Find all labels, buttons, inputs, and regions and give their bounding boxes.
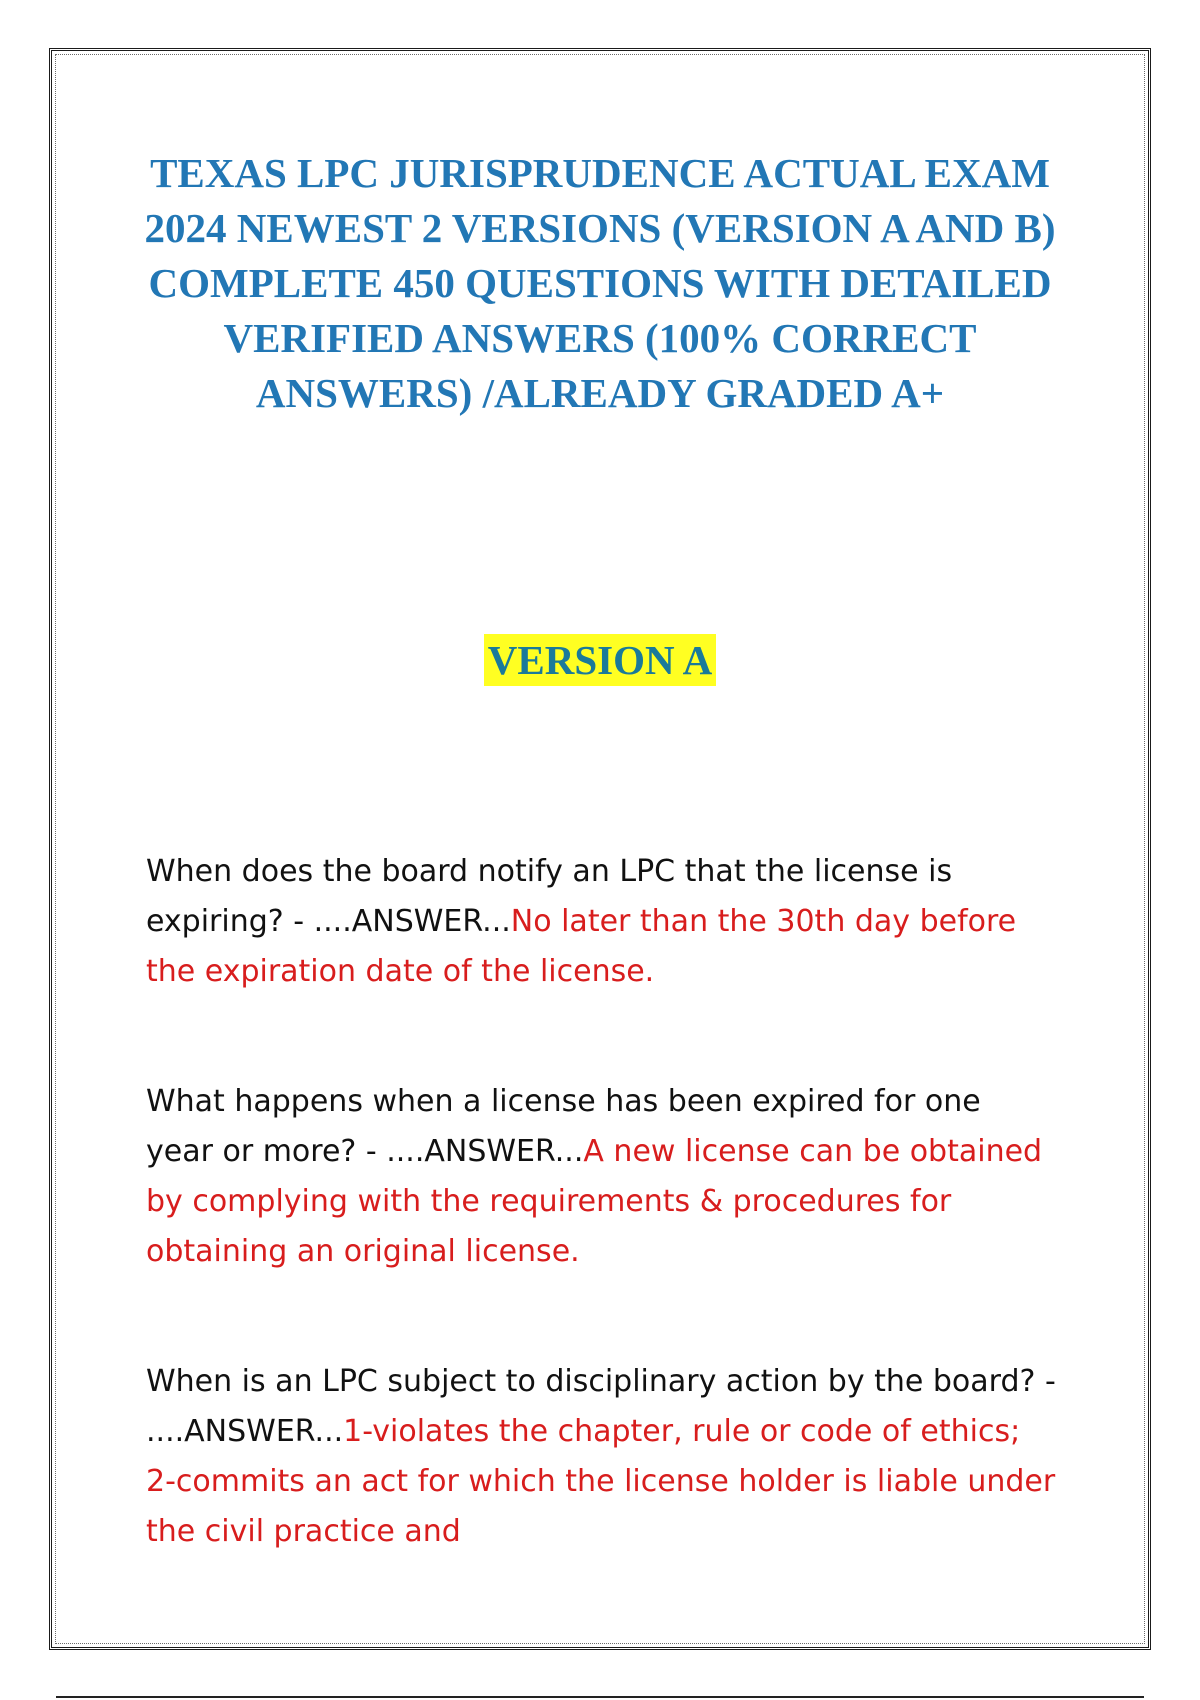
answer-text: 1-violates the chapter, rule or code of ethics; 2-commits an act for which the license holder is liable under the civil practice and [146, 1414, 1056, 1549]
qa-item-1 [146, 847, 1056, 997]
qa-item-2 [146, 1077, 1056, 1277]
question-text: When does the board notify an LPC that the license is expiring? - ....ANSWER... [146, 854, 953, 939]
qa-item-3 [146, 1357, 1056, 1557]
answer-text: A new license can be obtained by complying with the requirements & procedures for obtaining an original license. [146, 1134, 1043, 1269]
question-text: What happens when a license has been expired for one year or more? - ....ANSWER... [146, 1084, 981, 1169]
question-text: When is an LPC subject to disciplinary action by the board? - ....ANSWER... [146, 1364, 1056, 1449]
footer-rule [56, 1696, 1144, 1698]
document-title: TEXAS LPC JURISPRUDENCE ACTUAL EXAM 2024 NEWEST 2 VERSIONS (VERSION A AND B) COMPLETE 450 QUESTIONS WITH DETAILED VERIFIED ANSWERS (100% CORRECT ANSWERS) /ALREADY GRADED A+ [144, 150, 1056, 416]
version-label: VERSION A [484, 634, 716, 686]
answer-text: No later than the 30th day before the expiration date of the license. [146, 904, 1017, 989]
version-heading [0, 634, 1200, 686]
